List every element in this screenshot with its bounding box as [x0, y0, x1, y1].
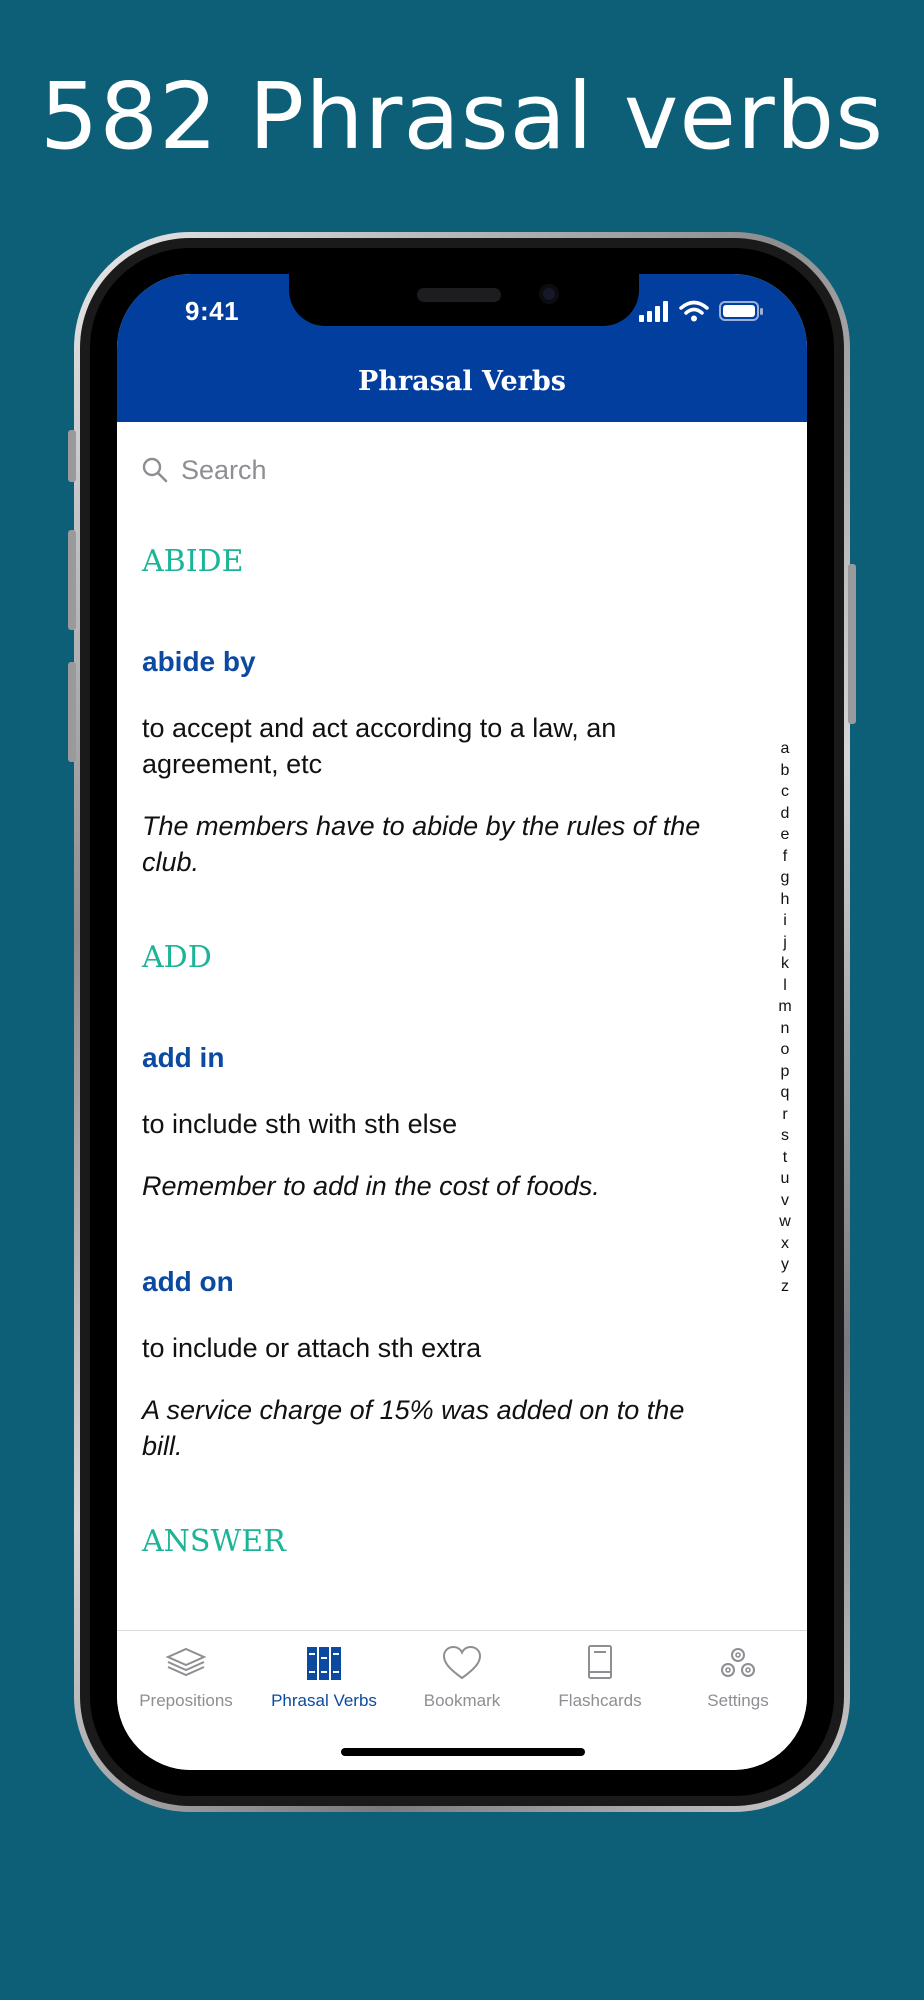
index-letter[interactable]: u	[780, 1170, 790, 1187]
speaker-grille	[417, 288, 501, 302]
index-letter[interactable]: c	[781, 783, 789, 800]
index-letter[interactable]: z	[781, 1277, 789, 1295]
list-item-verb[interactable]: abide by	[142, 646, 256, 677]
index-letter[interactable]: x	[781, 1234, 789, 1252]
cellular-signal-icon	[639, 300, 673, 322]
index-letter[interactable]: l	[783, 976, 787, 994]
tab-label: Bookmark	[423, 1691, 501, 1710]
index-letter[interactable]: n	[780, 1019, 790, 1037]
tab-phrasal-verbs[interactable]	[255, 1643, 393, 1711]
status-time: 9:41	[185, 296, 240, 326]
phone-screen	[117, 274, 807, 1770]
status-icons	[639, 300, 769, 322]
tab-prepositions[interactable]	[117, 1643, 255, 1711]
tab-label: Flashcards	[558, 1691, 642, 1710]
list-item-example: A service charge of 15% was added on to the bill.	[142, 1395, 685, 1461]
front-camera	[539, 284, 559, 304]
index-letter[interactable]: v	[781, 1191, 789, 1209]
wifi-icon	[679, 300, 709, 322]
list-item-verb[interactable]: add on	[142, 1266, 234, 1297]
home-indicator[interactable]	[341, 1748, 585, 1756]
index-letter[interactable]: g	[780, 869, 790, 886]
index-letter[interactable]: y	[781, 1256, 789, 1273]
index-letter[interactable]: i	[783, 912, 787, 929]
heart-icon	[440, 1643, 484, 1683]
alphabet-index[interactable]	[775, 738, 795, 1297]
index-letter[interactable]: e	[780, 826, 790, 843]
index-letter[interactable]: s	[781, 1127, 789, 1144]
section-header: ANSWER	[142, 1524, 286, 1559]
search-bar[interactable]	[141, 450, 741, 490]
tab-settings[interactable]	[669, 1643, 807, 1711]
search-icon	[141, 456, 169, 484]
section-header: ADD	[142, 940, 212, 975]
index-letter[interactable]: r	[782, 1105, 788, 1123]
index-letter[interactable]: h	[780, 890, 790, 908]
layers-icon	[164, 1643, 208, 1683]
index-letter[interactable]: m	[778, 998, 792, 1015]
list-item-definition: to accept and act according to a law, an agreement, etc	[142, 713, 617, 779]
tab-flashcards[interactable]	[531, 1643, 669, 1711]
page-title: Phrasal Verbs	[358, 366, 566, 397]
index-letter[interactable]: q	[780, 1084, 790, 1101]
volume-up-button	[68, 530, 76, 630]
tab-label: Settings	[707, 1691, 769, 1710]
search-input[interactable]	[181, 455, 681, 486]
list-item-definition: to include or attach sth extra	[142, 1333, 482, 1363]
section-header: ABIDE	[142, 544, 244, 579]
book-icon	[578, 1643, 622, 1683]
list-item-definition: to include sth with sth else	[142, 1109, 458, 1139]
index-letter[interactable]: f	[782, 847, 788, 865]
index-letter[interactable]: d	[780, 804, 790, 822]
index-letter[interactable]: j	[783, 933, 787, 951]
battery-icon	[719, 300, 765, 322]
gears-icon	[716, 1643, 760, 1683]
index-letter[interactable]: k	[781, 955, 789, 972]
mute-switch	[68, 430, 76, 482]
navigation-bar	[117, 274, 807, 422]
list-item-example: Remember to add in the cost of foods.	[142, 1171, 600, 1201]
list-item-verb[interactable]: add in	[142, 1042, 225, 1073]
tab-bookmark[interactable]	[393, 1643, 531, 1711]
index-letter[interactable]: o	[780, 1041, 790, 1058]
volume-down-button	[68, 662, 76, 762]
notch	[289, 274, 639, 326]
index-letter[interactable]: t	[782, 1148, 788, 1166]
books-icon	[302, 1643, 346, 1683]
tab-label: Phrasal Verbs	[271, 1691, 377, 1710]
index-letter[interactable]: w	[779, 1213, 791, 1230]
power-button	[848, 564, 856, 724]
list-item-example: The members have to abide by the rules of the club.	[142, 811, 701, 877]
index-letter[interactable]: b	[780, 761, 790, 779]
promo-headline: 582 Phrasal verbs	[39, 63, 885, 170]
tab-label: Prepositions	[139, 1691, 233, 1710]
index-letter[interactable]: p	[780, 1062, 790, 1080]
index-letter[interactable]: a	[780, 740, 790, 757]
